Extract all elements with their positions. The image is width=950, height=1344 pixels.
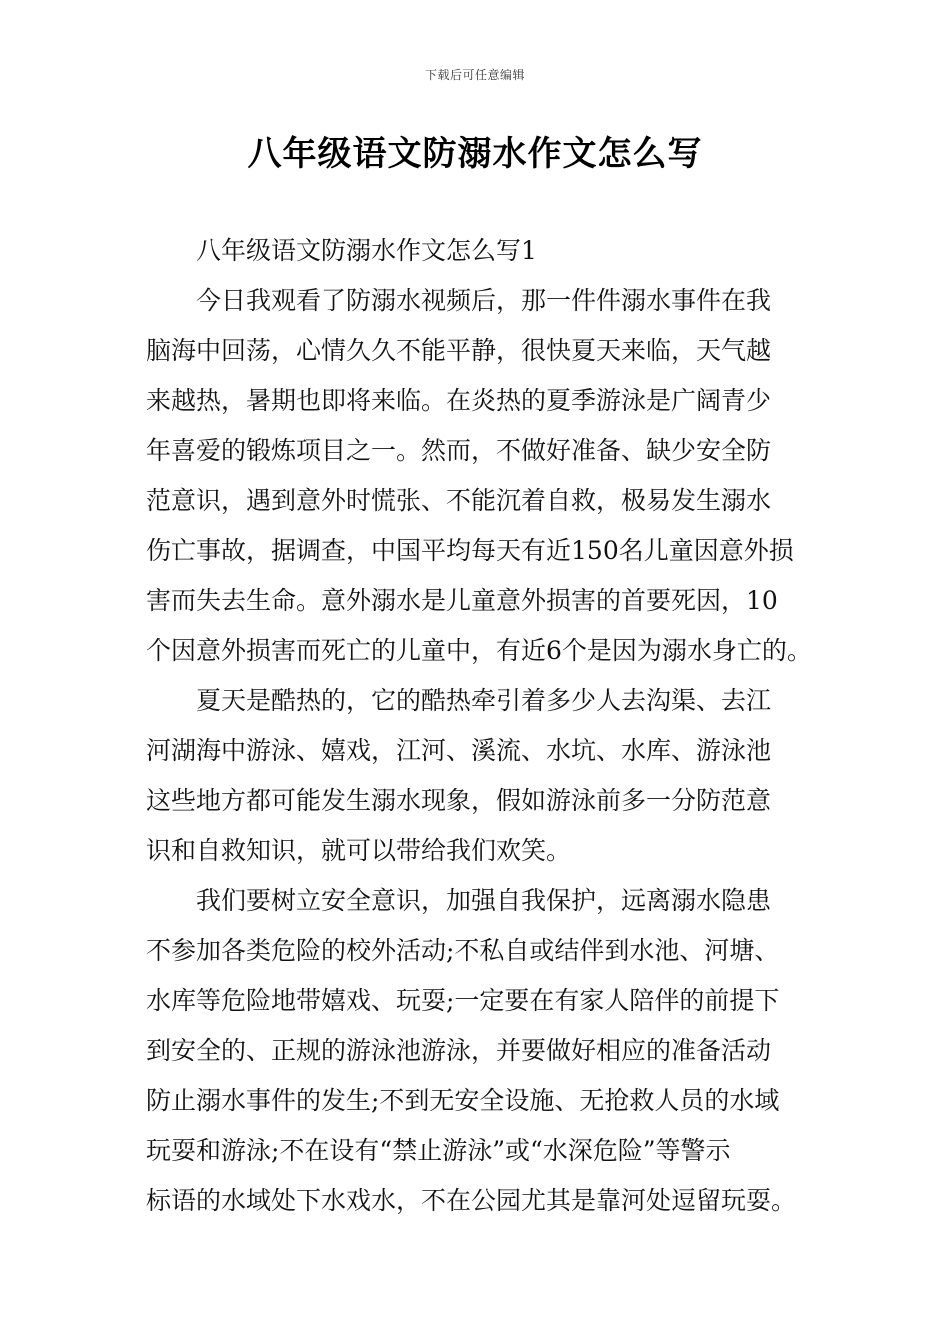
paragraph-line: 今日我观看了防溺水视频后，那一件件溺水事件在我: [196, 286, 772, 315]
header-note: 下载后可任意编辑: [424, 68, 525, 82]
paragraph-line: 识和自救知识，就可以带给我们欢笑。: [146, 836, 572, 865]
paragraph-line: 脑海中回荡，心情久久不能平静，很快夏天来临，天气越: [146, 336, 772, 365]
paragraph-1: [146, 276, 818, 676]
paragraph-line: 年喜爱的锻炼项目之一。然而，不做好准备、缺少安全防: [146, 436, 772, 465]
section-subtitle: 八年级语文防溺水作文怎么写1: [196, 236, 537, 265]
paragraph-line: 范意识，遇到意外时慌张、不能沉着自救，极易发生溺水: [146, 486, 772, 515]
paragraph-3: [146, 876, 818, 1226]
paragraph-line: 我们要树立安全意识，加强自我保护，远离溺水隐患: [196, 886, 772, 915]
paragraph-line: 个因意外损害而死亡的儿童中，有近6个是因为溺水身亡的。: [146, 636, 812, 665]
paragraph-line: 防止溺水事件的发生;不到无安全设施、无抢救人员的水域: [146, 1086, 780, 1115]
paragraph-line: 玩耍和游泳;不在设有“禁止游泳”或“水深危险”等警示: [146, 1136, 731, 1165]
paragraph-line: 河湖海中游泳、嬉戏，江河、溪流、水坑、水库、游泳池: [146, 736, 772, 765]
paragraph-line: 水库等危险地带嬉戏、玩耍;一定要在有家人陪伴的前提下: [146, 986, 780, 1015]
paragraph-line: 伤亡事故，据调查，中国平均每天有近150名儿童因意外损: [146, 536, 794, 565]
paragraph-2: [146, 676, 818, 876]
page-title: 八年级语文防溺水作文怎么写: [247, 134, 703, 174]
paragraph-line: 来越热，暑期也即将来临。在炎热的夏季游泳是广阔青少: [146, 386, 772, 415]
paragraph-line: 夏天是酷热的，它的酷热牵引着多少人去沟渠、去江: [196, 686, 772, 715]
paragraph-line: 标语的水域处下水戏水，不在公园尤其是靠河处逗留玩耍。: [146, 1186, 797, 1215]
paragraph-line: 害而失去生命。意外溺水是儿童意外损害的首要死因，10: [146, 586, 778, 615]
paragraph-line: 到安全的、正规的游泳池游泳，并要做好相应的准备活动: [146, 1036, 772, 1065]
paragraph-line: 不参加各类危险的校外活动;不私自或结伴到水池、河塘、: [146, 936, 780, 965]
paragraph-line: 这些地方都可能发生溺水现象，假如游泳前多一分防范意: [146, 786, 772, 815]
document-body: [146, 226, 818, 1226]
